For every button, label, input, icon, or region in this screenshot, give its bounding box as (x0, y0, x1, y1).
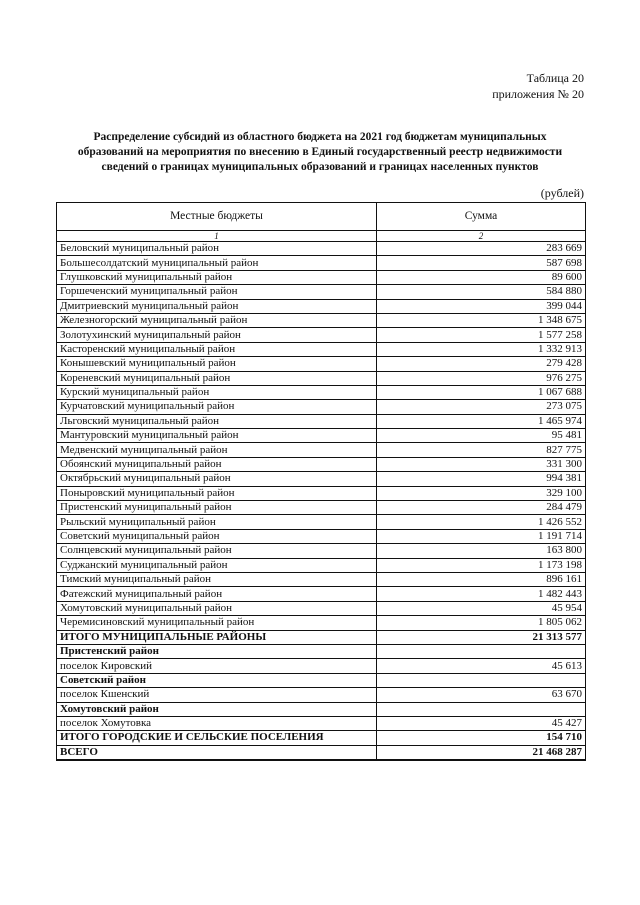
district-name: Фатежский муниципальный район (57, 587, 377, 601)
district-name: Поныровский муниципальный район (57, 486, 377, 500)
table-row (57, 357, 586, 371)
settlement-district: Советский район (57, 673, 377, 687)
table-row (57, 515, 586, 529)
district-name: Льговский муниципальный район (57, 414, 377, 428)
district-sum: 1 191 714 (377, 529, 586, 543)
table-row (57, 472, 586, 486)
district-name: Советский муниципальный район (57, 529, 377, 543)
district-sum: 976 275 (377, 371, 586, 385)
settlement-name: поселок Хомутовка (57, 716, 377, 730)
table-row (57, 616, 586, 630)
grand-total-sum: 21 468 287 (377, 745, 586, 760)
grand-total-row (57, 745, 586, 760)
column-header-budgets: Местные бюджеты (57, 203, 377, 231)
district-sum: 284 479 (377, 501, 586, 515)
district-sum: 1 173 198 (377, 558, 586, 572)
district-sum: 331 300 (377, 457, 586, 471)
table-number: Таблица 20 (526, 71, 584, 85)
district-sum: 95 481 (377, 429, 586, 443)
district-sum: 283 669 (377, 242, 586, 256)
settlement-group-row (57, 673, 586, 687)
total-label: ИТОГО ГОРОДСКИЕ И СЕЛЬСКИЕ ПОСЕЛЕНИЯ (57, 731, 377, 745)
district-name: Железногорский муниципальный район (57, 313, 377, 327)
empty-cell (377, 644, 586, 658)
district-name: Черемисиновский муниципальный район (57, 616, 377, 630)
settlement-name: поселок Кировский (57, 659, 377, 673)
district-sum: 45 954 (377, 601, 586, 615)
title-line: образований на мероприятия по внесению в Единый государственный реестр недвижимости (77, 146, 563, 158)
district-name: Солнцевский муниципальный район (57, 544, 377, 558)
document-title (56, 130, 584, 175)
empty-cell (377, 702, 586, 716)
district-name: Пристенский муниципальный район (57, 501, 377, 515)
table-row (57, 443, 586, 457)
table-row (57, 501, 586, 515)
district-name: Горшеченский муниципальный район (57, 285, 377, 299)
appendix-number: приложения № 20 (492, 87, 584, 101)
district-sum: 896 161 (377, 572, 586, 586)
district-sum: 273 075 (377, 400, 586, 414)
table-row (57, 256, 586, 270)
district-name: Золотухинский муниципальный район (57, 328, 377, 342)
table-reference (492, 70, 584, 102)
district-sum: 1 332 913 (377, 342, 586, 356)
district-sum: 1 482 443 (377, 587, 586, 601)
settlement-district: Пристенский район (57, 644, 377, 658)
title-line: Распределение субсидий из областного бюджета на 2021 год бюджетам муниципальных (93, 131, 547, 143)
district-name: Рыльский муниципальный район (57, 515, 377, 529)
district-sum: 994 381 (377, 472, 586, 486)
settlement-district: Хомутовский район (57, 702, 377, 716)
column-header-sum: Сумма (377, 203, 586, 231)
table-row (57, 385, 586, 399)
district-name: Конышевский муниципальный район (57, 357, 377, 371)
settlement-sum: 45 613 (377, 659, 586, 673)
table-row (57, 688, 586, 702)
column-index: 2 (377, 231, 586, 242)
column-index: 1 (57, 231, 377, 242)
table-row (57, 558, 586, 572)
district-name: Дмитриевский муниципальный район (57, 299, 377, 313)
district-sum: 587 698 (377, 256, 586, 270)
table-row (57, 342, 586, 356)
index-row (57, 231, 586, 242)
district-sum: 1 805 062 (377, 616, 586, 630)
total-sum: 154 710 (377, 731, 586, 745)
table-row (57, 414, 586, 428)
table-row (57, 544, 586, 558)
table-row (57, 587, 586, 601)
total-settlements-row (57, 731, 586, 745)
total-label: ИТОГО МУНИЦИПАЛЬНЫЕ РАЙОНЫ (57, 630, 377, 644)
table-row (57, 270, 586, 284)
district-name: Глушковский муниципальный район (57, 270, 377, 284)
settlement-name: поселок Кшенский (57, 688, 377, 702)
district-sum: 163 800 (377, 544, 586, 558)
table-row (57, 716, 586, 730)
district-name: Тимский муниципальный район (57, 572, 377, 586)
table-row (57, 328, 586, 342)
title-line: сведений о границах муниципальных образований и границах населенных пунктов (101, 161, 539, 173)
district-sum: 1 067 688 (377, 385, 586, 399)
district-name: Курчатовский муниципальный район (57, 400, 377, 414)
grand-total-label: ВСЕГО (57, 745, 377, 760)
district-sum: 1 465 974 (377, 414, 586, 428)
table-row (57, 486, 586, 500)
table-row (57, 659, 586, 673)
table-row (57, 313, 586, 327)
table-row (57, 285, 586, 299)
district-sum: 827 775 (377, 443, 586, 457)
table-row (57, 572, 586, 586)
district-sum: 279 428 (377, 357, 586, 371)
district-sum: 329 100 (377, 486, 586, 500)
table-row (57, 242, 586, 256)
settlement-group-row (57, 644, 586, 658)
table-row (57, 529, 586, 543)
district-sum: 89 600 (377, 270, 586, 284)
total-sum: 21 313 577 (377, 630, 586, 644)
table-row (57, 371, 586, 385)
district-sum: 1 426 552 (377, 515, 586, 529)
district-sum: 399 044 (377, 299, 586, 313)
table-row (57, 400, 586, 414)
district-name: Обоянский муниципальный район (57, 457, 377, 471)
district-name: Большесолдатский муниципальный район (57, 256, 377, 270)
table-row (57, 429, 586, 443)
table-row (57, 601, 586, 615)
district-name: Суджанский муниципальный район (57, 558, 377, 572)
district-name: Курский муниципальный район (57, 385, 377, 399)
settlement-sum: 45 427 (377, 716, 586, 730)
district-name: Кореневский муниципальный район (57, 371, 377, 385)
district-sum: 1 577 258 (377, 328, 586, 342)
table-row (57, 457, 586, 471)
district-sum: 584 880 (377, 285, 586, 299)
settlement-group-row (57, 702, 586, 716)
district-name: Беловский муниципальный район (57, 242, 377, 256)
unit-label: (рублей) (540, 186, 584, 200)
table-row (57, 299, 586, 313)
empty-cell (377, 673, 586, 687)
settlement-sum: 63 670 (377, 688, 586, 702)
header-row (57, 203, 586, 231)
district-sum: 1 348 675 (377, 313, 586, 327)
subsidy-table (56, 202, 586, 761)
district-name: Касторенский муниципальный район (57, 342, 377, 356)
district-name: Октябрьский муниципальный район (57, 472, 377, 486)
district-name: Мантуровский муниципальный район (57, 429, 377, 443)
district-name: Медвенский муниципальный район (57, 443, 377, 457)
district-name: Хомутовский муниципальный район (57, 601, 377, 615)
total-districts-row (57, 630, 586, 644)
